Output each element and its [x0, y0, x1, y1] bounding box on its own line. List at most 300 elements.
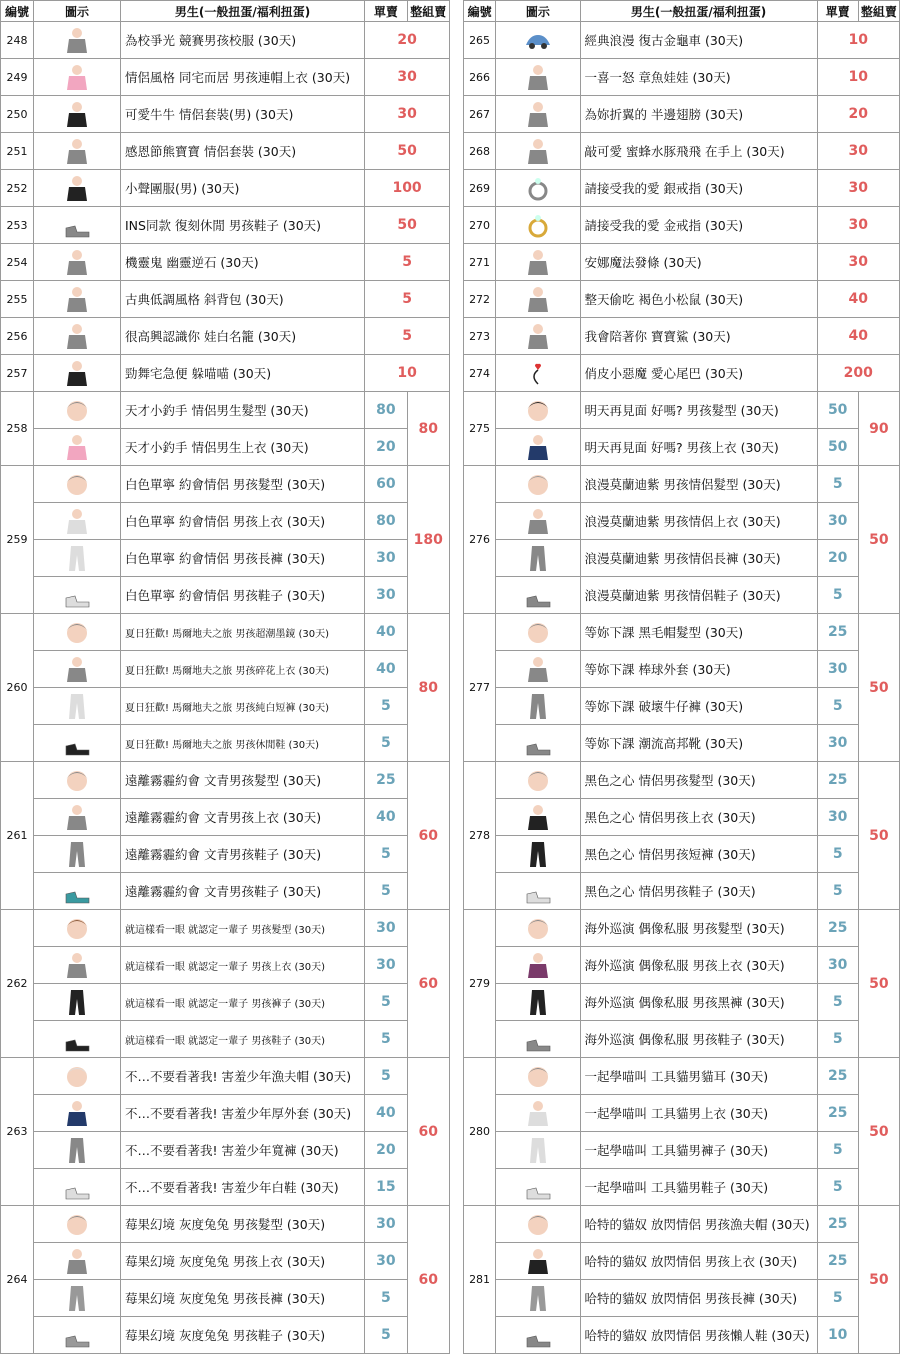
blonde-hair-icon: [34, 466, 121, 503]
silver-ring-icon: [496, 170, 580, 207]
item-name: 就這樣看一眼 就認定一輩子 男孩鞋子 (30天): [120, 1021, 364, 1058]
table-row: [464, 96, 900, 133]
item-id: 269: [464, 170, 496, 207]
beanie-hair-icon: [496, 614, 580, 651]
item-price: 25: [817, 614, 858, 651]
item-name: 浪漫莫蘭迪紫 男孩情侶上衣 (30天): [580, 503, 817, 540]
ankle-boots-icon: [496, 1021, 580, 1058]
item-name: 可愛牛牛 情侶套裝(男) (30天): [120, 96, 364, 133]
table-row: [1, 910, 450, 947]
item-price: 80: [365, 503, 407, 540]
key-clip-icon: [496, 244, 580, 281]
item-name: 明天再見面 好嗎? 男孩上衣 (30天): [580, 429, 817, 466]
white-bucket-hat-icon: [34, 1058, 121, 1095]
item-id: 251: [1, 133, 34, 170]
table-row: [464, 1021, 900, 1058]
black-outfit-icon: [34, 96, 121, 133]
set-id: 263: [1, 1058, 34, 1206]
white-pants-icon: [34, 540, 121, 577]
item-price: 5: [365, 984, 407, 1021]
item-price: 5: [817, 984, 858, 1021]
item-name: 夏日狂歡! 馬爾地夫之旅 男孩超潮墨鏡 (30天): [120, 614, 364, 651]
item-name: 黑色之心 情侶男孩短褲 (30天): [580, 836, 817, 873]
item-price: 30: [817, 725, 858, 762]
blond-hair-icon: [496, 910, 580, 947]
item-name: 一起學喵叫 工具貓男鞋子 (30天): [580, 1169, 817, 1206]
table-row: [464, 392, 900, 429]
white-sneakers-icon: [34, 1169, 121, 1206]
set-id: 280: [464, 1058, 496, 1206]
black-pants-icon: [34, 984, 121, 1021]
table-row: [1, 59, 450, 96]
item-name: 敲可愛 蜜蜂水豚飛飛 在手上 (30天): [580, 133, 817, 170]
grey-pants-icon: [34, 1280, 121, 1317]
item-price: 5: [365, 1058, 407, 1095]
table-row: [1, 725, 450, 762]
item-price: 30: [817, 799, 858, 836]
item-price: 30: [817, 947, 858, 984]
header-name: 男生(一般扭蛋/福利扭蛋): [580, 1, 817, 22]
item-price: 30: [365, 1206, 407, 1243]
item-price: 40: [365, 1095, 407, 1132]
item-name: 安娜魔法發條 (30天): [580, 244, 817, 281]
table-row: [464, 762, 900, 799]
item-price: 10: [817, 22, 899, 59]
item-price: 20: [365, 429, 407, 466]
set-price: 80: [407, 392, 449, 466]
item-price: 5: [365, 281, 450, 318]
table-row: [464, 170, 900, 207]
table-row: [464, 318, 900, 355]
white-trousers-icon: [496, 1132, 580, 1169]
sneakers-icon: [34, 207, 121, 244]
item-name: 海外巡演 偶像私服 男孩上衣 (30天): [580, 947, 817, 984]
table-row: [1, 355, 450, 392]
blue-car-icon: [496, 22, 580, 59]
item-name: 黑色之心 情侶男孩鞋子 (30天): [580, 873, 817, 910]
table-row: [1, 540, 450, 577]
header-icon: 圖示: [34, 1, 121, 22]
set-id: 261: [1, 762, 34, 910]
table-row: [1, 170, 450, 207]
item-id: 257: [1, 355, 34, 392]
item-price: 5: [817, 1021, 858, 1058]
header-icon: 圖示: [496, 1, 580, 22]
item-name: 一喜一怒 章魚娃娃 (30天): [580, 59, 817, 96]
dark-pants-icon: [34, 836, 121, 873]
white-high-shoes-icon: [496, 873, 580, 910]
set-price: 50: [858, 1206, 899, 1354]
table-row: [1, 614, 450, 651]
table-row: [464, 1169, 900, 1206]
item-name: 等妳下課 棒球外套 (30天): [580, 651, 817, 688]
item-price: 40: [817, 318, 899, 355]
table-row: [464, 1058, 900, 1095]
item-price: 50: [817, 392, 858, 429]
table-row: [464, 651, 900, 688]
table-row: [1, 873, 450, 910]
bucket-hat-hair-icon: [34, 392, 121, 429]
item-id: 273: [464, 318, 496, 355]
item-price: 5: [817, 1132, 858, 1169]
black-jacket-icon: [496, 1243, 580, 1280]
item-price: 5: [817, 577, 858, 614]
right-table-panel: [463, 0, 900, 1358]
table-row: [464, 1206, 900, 1243]
table-row: [1, 1317, 450, 1354]
header-id: 編號: [1, 1, 34, 22]
item-price: 30: [365, 947, 407, 984]
header-row: [464, 1, 900, 22]
item-name: 明天再見面 好嗎? 男孩髮型 (30天): [580, 392, 817, 429]
item-name: 天才小釣手 情侶男生髮型 (30天): [120, 392, 364, 429]
white-shirt-icon: [34, 503, 121, 540]
item-name: 白色單寧 約會情侶 男孩長褲 (30天): [120, 540, 364, 577]
item-name: 不…不要看著我! 害羞少年寬褲 (30天): [120, 1132, 364, 1169]
item-price: 60: [365, 466, 407, 503]
item-name: 莓果幻境 灰度兔兔 男孩鞋子 (30天): [120, 1317, 364, 1354]
item-name: 就這樣看一眼 就認定一輩子 男孩上衣 (30天): [120, 947, 364, 984]
item-price: 25: [817, 1206, 858, 1243]
black-shirt-icon: [496, 799, 580, 836]
item-name: 情侶風格 同宅而居 男孩連帽上衣 (30天): [120, 59, 364, 96]
item-id: 266: [464, 59, 496, 96]
sunglasses-hair-icon: [34, 614, 121, 651]
set-price: 60: [407, 1206, 449, 1354]
header-single: 單賣: [817, 1, 858, 22]
item-name: 海外巡演 偶像私服 男孩髮型 (30天): [580, 910, 817, 947]
item-price: 100: [365, 170, 450, 207]
header-id: 編號: [464, 1, 496, 22]
item-name: 請接受我的愛 金戒指 (30天): [580, 207, 817, 244]
item-name: 勁舞宅急便 躲喵喵 (30天): [120, 355, 364, 392]
table-row: [464, 1280, 900, 1317]
octopus-doll-icon: [496, 59, 580, 96]
table-row: [1, 1095, 450, 1132]
item-name: 莓果幻境 灰度兔兔 男孩髮型 (30天): [120, 1206, 364, 1243]
item-name: 黑色之心 情侶男孩上衣 (30天): [580, 799, 817, 836]
table-row: [1, 318, 450, 355]
item-price: 25: [365, 762, 407, 799]
table-body-left: [1, 22, 450, 1354]
item-id: 274: [464, 355, 496, 392]
item-name: 小聲團服(男) (30天): [120, 170, 364, 207]
cat-ears-icon: [496, 1058, 580, 1095]
white-shorts-icon: [34, 688, 121, 725]
black-trousers-icon: [496, 984, 580, 1021]
table-row: [1, 1132, 450, 1169]
set-id: 275: [464, 392, 496, 466]
item-name: 哈特的貓奴 放閃情侶 男孩漁夫帽 (30天): [580, 1206, 817, 1243]
squirrel-icon: [496, 281, 580, 318]
item-name: 海外巡演 偶像私服 男孩黑褲 (30天): [580, 984, 817, 1021]
set-price: 60: [407, 762, 449, 910]
pink-hoodie-icon: [34, 59, 121, 96]
item-name: 機靈鬼 幽靈逆石 (30天): [120, 244, 364, 281]
gold-ring-icon: [496, 207, 580, 244]
item-price: 5: [365, 244, 450, 281]
black-boots-icon: [34, 1021, 121, 1058]
item-price: 25: [817, 1243, 858, 1280]
table-row: [464, 1243, 900, 1280]
lilac-top-icon: [496, 503, 580, 540]
item-name: 海外巡演 偶像私服 男孩鞋子 (30天): [580, 1021, 817, 1058]
item-name: 莓果幻境 灰度兔兔 男孩長褲 (30天): [120, 1280, 364, 1317]
item-price: 40: [365, 614, 407, 651]
item-price: 30: [365, 577, 407, 614]
table-row: [464, 984, 900, 1021]
table-row: [1, 244, 450, 281]
striped-sweater-icon: [34, 799, 121, 836]
item-price: 5: [365, 1021, 407, 1058]
bee-dolphin-icon: [496, 133, 580, 170]
black-shorts-icon: [496, 836, 580, 873]
item-price: 5: [817, 1169, 858, 1206]
set-id: 264: [1, 1206, 34, 1354]
item-name: 我會陪著你 寶寶鯊 (30天): [580, 318, 817, 355]
item-id: 272: [464, 281, 496, 318]
item-id: 270: [464, 207, 496, 244]
table-row: [464, 207, 900, 244]
item-name: 不…不要看著我! 害羞少年漁夫帽 (30天): [120, 1058, 364, 1095]
ripped-jeans-icon: [496, 688, 580, 725]
bear-suit-icon: [34, 133, 121, 170]
set-id: 258: [1, 392, 34, 466]
heart-tail-icon: [496, 355, 580, 392]
table-row: [464, 466, 900, 503]
item-price: 5: [365, 1280, 407, 1317]
table-row: [464, 355, 900, 392]
item-price: 5: [817, 688, 858, 725]
set-price: 50: [858, 762, 899, 910]
table-row: [464, 133, 900, 170]
table-row: [1, 947, 450, 984]
item-name: 哈特的貓奴 放閃情侶 男孩上衣 (30天): [580, 1243, 817, 1280]
item-name: 夏日狂歡! 馬爾地夫之旅 男孩休閒鞋 (30天): [120, 725, 364, 762]
item-name: 浪漫莫蘭迪紫 男孩情侶長褲 (30天): [580, 540, 817, 577]
item-name: 白色單寧 約會情侶 男孩髮型 (30天): [120, 466, 364, 503]
item-name: 等妳下課 破壞牛仔褲 (30天): [580, 688, 817, 725]
table-row: [1, 466, 450, 503]
item-price: 20: [817, 96, 899, 133]
shark-icon: [496, 318, 580, 355]
table-row: [464, 725, 900, 762]
item-price: 20: [817, 540, 858, 577]
brown-hair-icon: [34, 910, 121, 947]
table-row: [1, 207, 450, 244]
set-price: 60: [407, 910, 449, 1058]
item-id: 250: [1, 96, 34, 133]
teal-shoes-icon: [34, 873, 121, 910]
dark-hair-icon: [34, 1206, 121, 1243]
item-price: 10: [817, 59, 899, 96]
item-id: 249: [1, 59, 34, 96]
item-price: 20: [365, 22, 450, 59]
white-boots-icon: [496, 1169, 580, 1206]
table-row: [1, 984, 450, 1021]
header-set: 整組賣: [858, 1, 899, 22]
set-price: 50: [858, 466, 899, 614]
item-price: 30: [817, 651, 858, 688]
set-id: 279: [464, 910, 496, 1058]
item-price: 40: [365, 799, 407, 836]
price-table-left: [0, 0, 450, 1354]
table-row: [1, 281, 450, 318]
item-price: 30: [365, 1243, 407, 1280]
fisher-hat-icon: [496, 1206, 580, 1243]
beret-hair-icon: [34, 762, 121, 799]
item-id: 256: [1, 318, 34, 355]
black-hair-icon: [496, 392, 580, 429]
table-row: [1, 1058, 450, 1095]
set-id: 259: [1, 466, 34, 614]
item-price: 5: [365, 1317, 407, 1354]
table-row: [1, 96, 450, 133]
item-name: 夏日狂歡! 馬爾地夫之旅 男孩碎花上衣 (30天): [120, 651, 364, 688]
white-hoodie-icon: [496, 1095, 580, 1132]
ghost-icon: [34, 244, 121, 281]
loafers-icon: [496, 1317, 580, 1354]
table-row: [1, 133, 450, 170]
table-row: [464, 836, 900, 873]
table-row: [1, 1021, 450, 1058]
table-row: [1, 392, 450, 429]
purple-jacket-icon: [496, 947, 580, 984]
table-row: [464, 947, 900, 984]
item-name: 俏皮小惡魔 愛心尾巴 (30天): [580, 355, 817, 392]
item-name: 天才小釣手 情侶男生上衣 (30天): [120, 429, 364, 466]
item-price: 25: [817, 1095, 858, 1132]
set-id: 276: [464, 466, 496, 614]
wing-icon: [496, 96, 580, 133]
table-row: [1, 1169, 450, 1206]
table-row: [1, 429, 450, 466]
header-row: [1, 1, 450, 22]
table-row: [464, 1317, 900, 1354]
table-row: [464, 873, 900, 910]
item-price: 5: [365, 318, 450, 355]
item-name: 一起學喵叫 工具貓男褲子 (30天): [580, 1132, 817, 1169]
item-price: 50: [365, 207, 450, 244]
table-row: [1, 651, 450, 688]
item-price: 50: [365, 133, 450, 170]
item-price: 20: [365, 1132, 407, 1169]
table-row: [464, 910, 900, 947]
item-price: 30: [365, 540, 407, 577]
item-id: 268: [464, 133, 496, 170]
table-row: [464, 614, 900, 651]
item-name: 感恩節熊寶寶 情侶套裝 (30天): [120, 133, 364, 170]
item-price: 80: [365, 392, 407, 429]
white-shoes-icon: [34, 577, 121, 614]
set-price: 60: [407, 1058, 449, 1206]
item-price: 200: [817, 355, 899, 392]
item-name: INS同款 復刻休閒 男孩鞋子 (30天): [120, 207, 364, 244]
plaid-jacket-icon: [34, 947, 121, 984]
set-id: 278: [464, 762, 496, 910]
item-id: 254: [1, 244, 34, 281]
item-name: 一起學喵叫 工具貓男上衣 (30天): [580, 1095, 817, 1132]
item-name: 莓果幻境 灰度兔兔 男孩上衣 (30天): [120, 1243, 364, 1280]
table-body-right: [464, 22, 900, 1354]
navy-coat-icon: [34, 1095, 121, 1132]
table-row: [464, 503, 900, 540]
table-row: [1, 1280, 450, 1317]
table-row: [464, 540, 900, 577]
item-name: 等妳下課 黑毛帽髮型 (30天): [580, 614, 817, 651]
item-price: 40: [365, 651, 407, 688]
item-name: 夏日狂歡! 馬爾地夫之旅 男孩純白短褲 (30天): [120, 688, 364, 725]
item-price: 30: [817, 170, 899, 207]
header-single: 單賣: [365, 1, 407, 22]
item-name: 為校爭光 競賽男孩校服 (30天): [120, 22, 364, 59]
item-name: 很高興認識你 娃白名籠 (30天): [120, 318, 364, 355]
table-row: [1, 836, 450, 873]
set-id: 277: [464, 614, 496, 762]
table-row: [464, 244, 900, 281]
item-price: 30: [817, 133, 899, 170]
set-price: 80: [407, 614, 449, 762]
table-row: [464, 429, 900, 466]
bag-icon: [34, 281, 121, 318]
wide-pants-icon: [34, 1132, 121, 1169]
light-pants-icon: [496, 540, 580, 577]
table-row: [464, 281, 900, 318]
item-name: 遠離霧霾約會 文青男孩上衣 (30天): [120, 799, 364, 836]
item-name: 遠離霧霾約會 文青男孩髮型 (30天): [120, 762, 364, 799]
table-row: [1, 799, 450, 836]
set-price: 90: [858, 392, 899, 466]
set-id: 281: [464, 1206, 496, 1354]
header-set: 整組賣: [407, 1, 449, 22]
black-shoes-icon: [34, 725, 121, 762]
set-id: 260: [1, 614, 34, 762]
header-name: 男生(一般扭蛋/福利扭蛋): [120, 1, 364, 22]
item-price: 5: [817, 873, 858, 910]
item-name: 白色單寧 約會情侶 男孩鞋子 (30天): [120, 577, 364, 614]
item-price: 30: [817, 244, 899, 281]
item-name: 遠離霧霾約會 文青男孩鞋子 (30天): [120, 873, 364, 910]
set-price: 50: [858, 614, 899, 762]
item-name: 請接受我的愛 銀戒指 (30天): [580, 170, 817, 207]
item-name: 浪漫莫蘭迪紫 男孩情侶髮型 (30天): [580, 466, 817, 503]
table-row: [464, 799, 900, 836]
table-row: [1, 1243, 450, 1280]
item-price: 25: [817, 762, 858, 799]
set-price: 180: [407, 466, 449, 614]
item-price: 50: [817, 429, 858, 466]
black-uniform-icon: [34, 170, 121, 207]
item-price: 5: [365, 873, 407, 910]
table-row: [464, 577, 900, 614]
table-row: [1, 22, 450, 59]
item-price: 10: [365, 355, 450, 392]
table-row: [464, 1095, 900, 1132]
item-name: 白色單寧 約會情侶 男孩上衣 (30天): [120, 503, 364, 540]
item-id: 253: [1, 207, 34, 244]
item-id: 265: [464, 22, 496, 59]
item-price: 30: [365, 96, 450, 133]
black-cat-icon: [34, 355, 121, 392]
table-row: [464, 1132, 900, 1169]
item-id: 248: [1, 22, 34, 59]
set-price: 50: [858, 1058, 899, 1206]
item-name: 等妳下課 潮流高邦靴 (30天): [580, 725, 817, 762]
item-price: 25: [817, 1058, 858, 1095]
table-row: [1, 1206, 450, 1243]
item-name: 整天偷吃 褐色小松鼠 (30天): [580, 281, 817, 318]
item-price: 5: [365, 688, 407, 725]
